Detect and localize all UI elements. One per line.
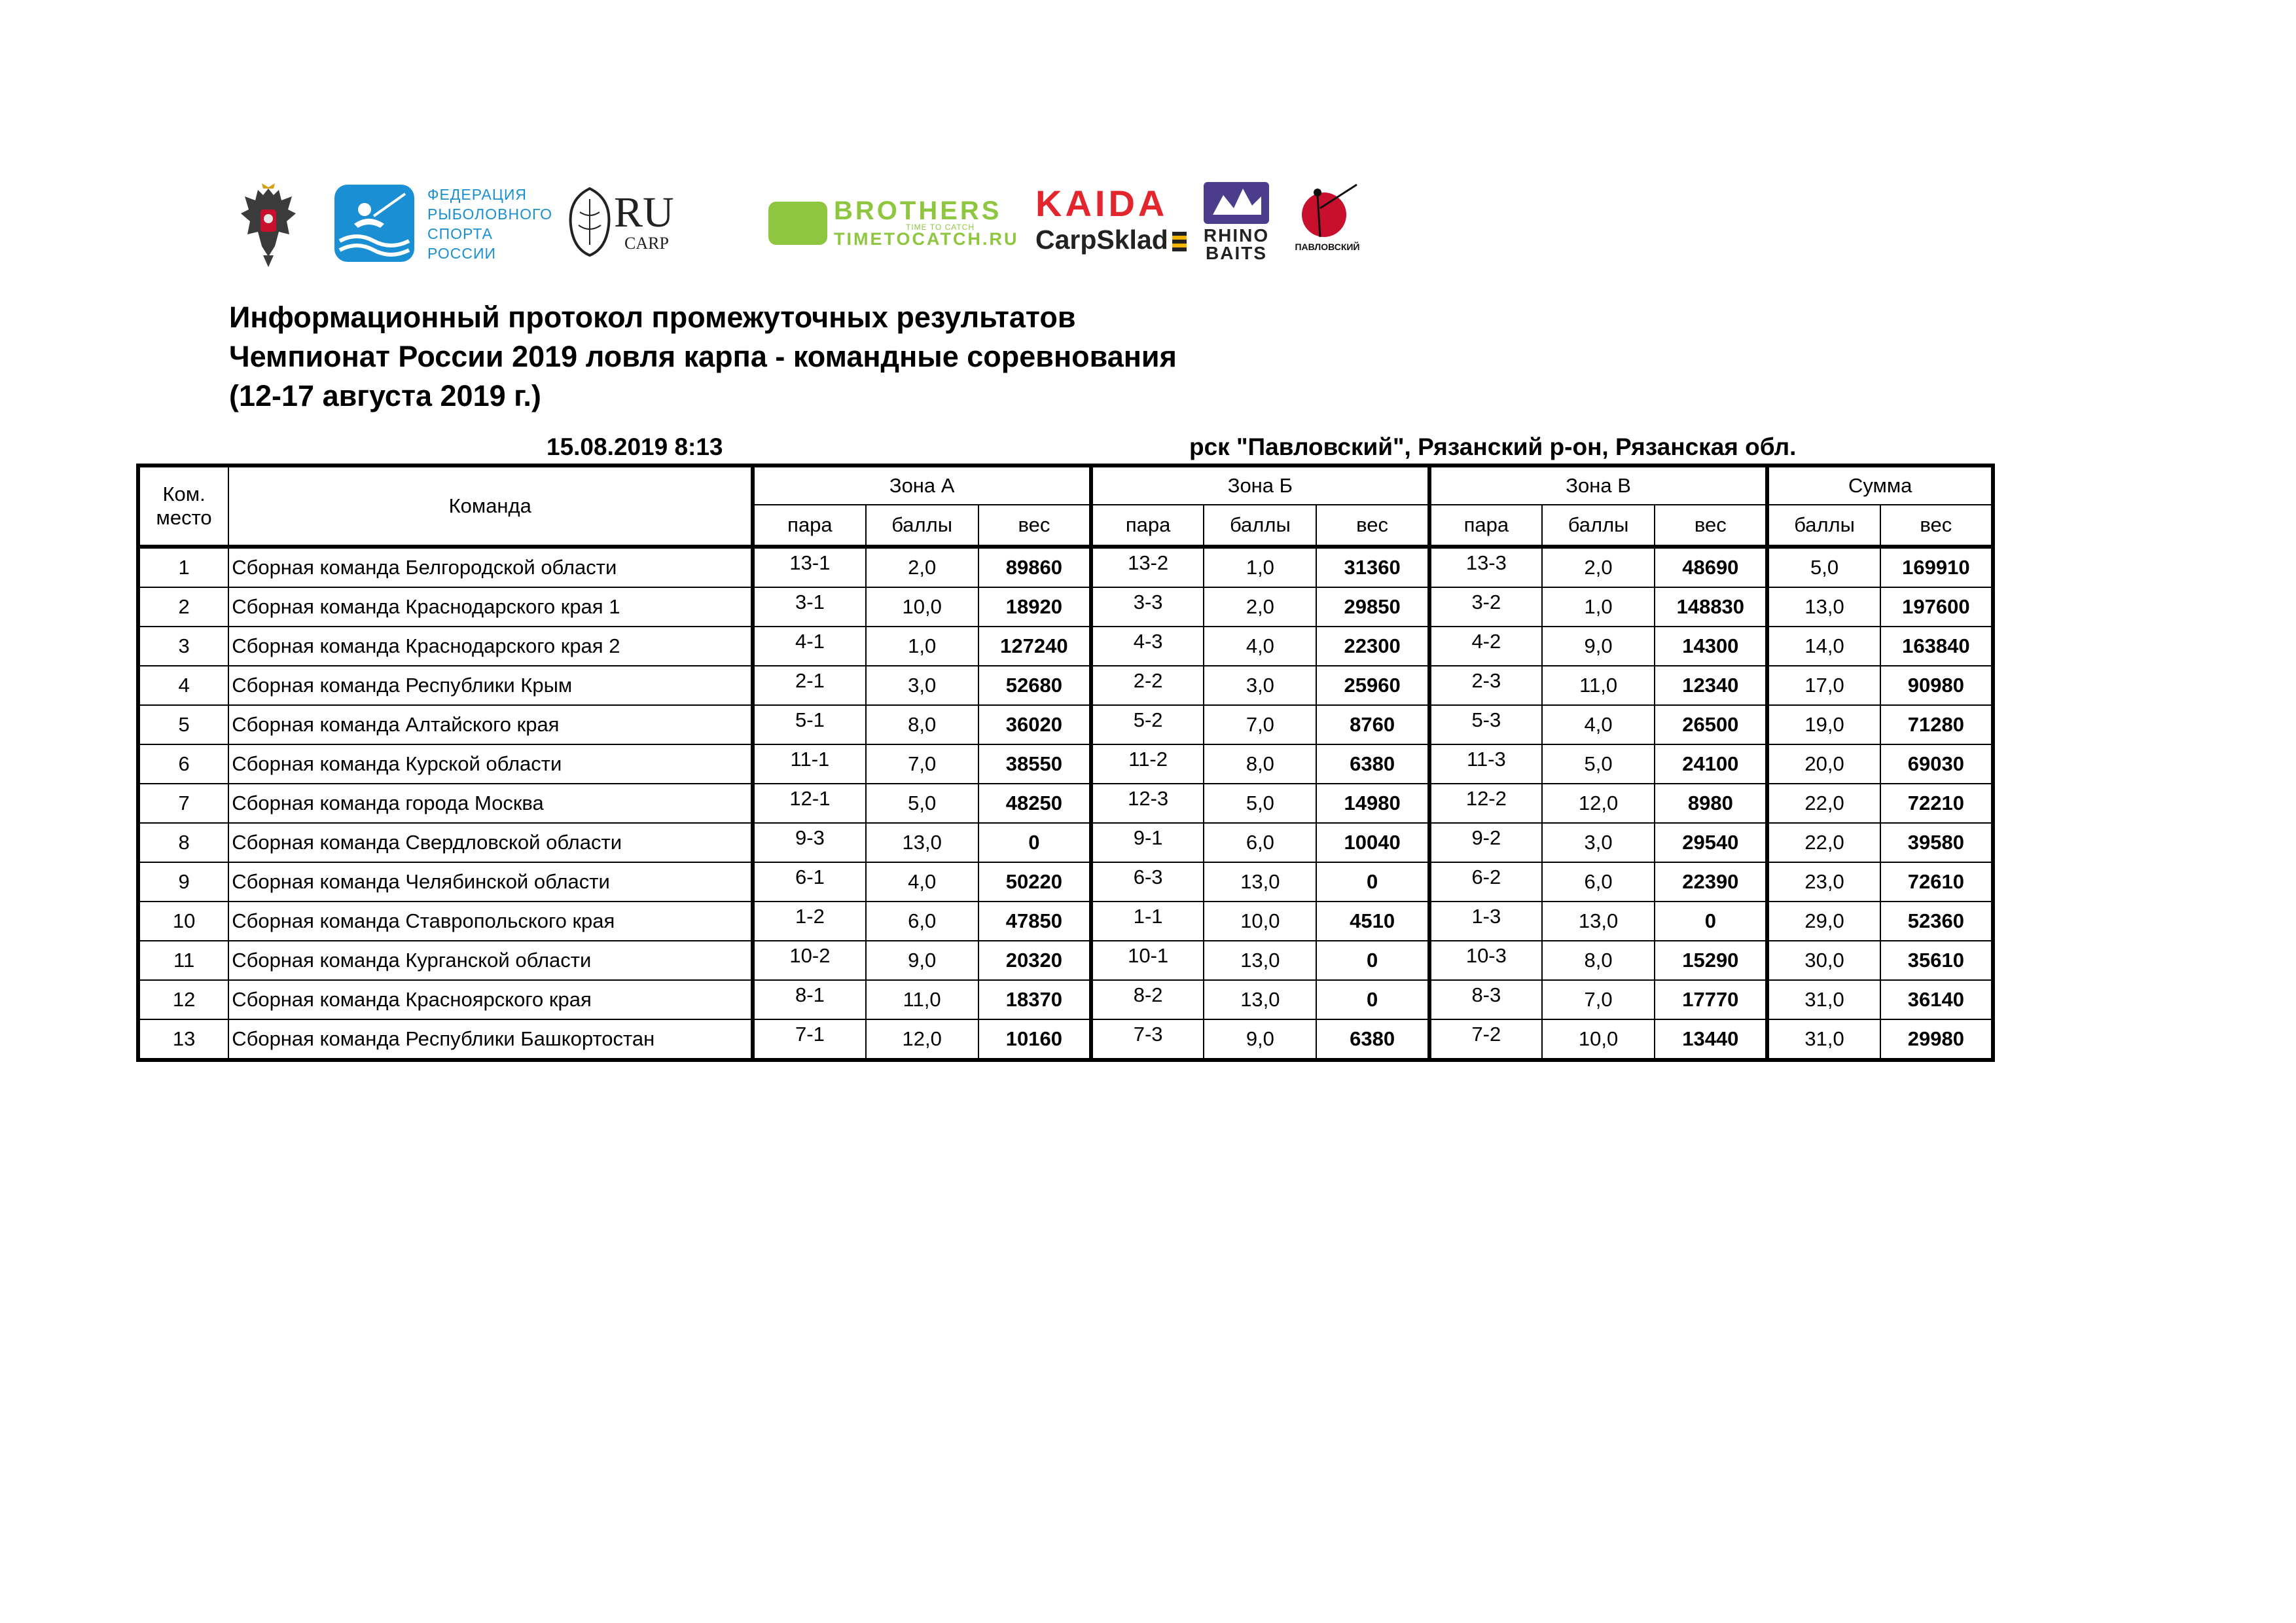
header-sum-points: баллы	[1767, 505, 1880, 547]
cell-zone-b-points: 13,0	[1204, 862, 1316, 902]
cell-sum-points: 30,0	[1767, 941, 1880, 980]
cell-zone-a-pair: 10-2	[753, 941, 865, 980]
cell-sum-points: 14,0	[1767, 627, 1880, 666]
cell-zone-b-points: 4,0	[1204, 627, 1316, 666]
federation-name: ФЕДЕРАЦИЯ РЫБОЛОВНОГО СПОРТА РОССИИ	[427, 186, 553, 262]
header-team: Команда	[228, 465, 753, 547]
cell-team: Сборная команда Курганской области	[228, 941, 753, 980]
cell-zone-c-points: 10,0	[1542, 1019, 1655, 1060]
header-sum-weight: вес	[1880, 505, 1993, 547]
carpsklad-logo: CarpSklad	[1035, 224, 1186, 255]
cell-zone-a-pair: 7-1	[753, 1019, 865, 1060]
table-row	[138, 1019, 1993, 1060]
cell-zone-b-points: 1,0	[1204, 547, 1316, 587]
cell-zone-a-pair: 11-1	[753, 744, 865, 784]
cell-zone-a-pair: 1-2	[753, 902, 865, 941]
header-c-pair: пара	[1429, 505, 1542, 547]
cell-zone-c-pair: 8-3	[1429, 980, 1542, 1019]
cell-sum-points: 20,0	[1767, 744, 1880, 784]
header-b-points: баллы	[1204, 505, 1316, 547]
cell-place: 2	[138, 587, 228, 627]
title-line-2: Чемпионат России 2019 ловля карпа - командные соревнования	[229, 340, 1177, 373]
rucarp-logo: RU CARP	[614, 189, 674, 253]
cell-team: Сборная команда Челябинской области	[228, 862, 753, 902]
cell-sum-weight: 52360	[1880, 902, 1993, 941]
carpsklad-icon	[1172, 232, 1187, 251]
header-zone-c: Зона В	[1429, 465, 1768, 505]
cell-zone-b-weight: 0	[1316, 941, 1429, 980]
cell-zone-b-pair: 11-2	[1091, 744, 1204, 784]
cell-zone-c-points: 1,0	[1542, 587, 1655, 627]
cell-zone-b-pair: 10-1	[1091, 941, 1204, 980]
cell-zone-b-pair: 2-2	[1091, 666, 1204, 705]
header-a-weight: вес	[978, 505, 1091, 547]
cell-zone-c-weight: 14300	[1655, 627, 1767, 666]
header-a-points: баллы	[866, 505, 978, 547]
cell-zone-c-pair: 5-3	[1429, 705, 1542, 744]
results-table	[136, 464, 1995, 1062]
cell-sum-weight: 163840	[1880, 627, 1993, 666]
cell-place: 3	[138, 627, 228, 666]
cell-place: 13	[138, 1019, 228, 1060]
cell-zone-c-weight: 48690	[1655, 547, 1767, 587]
cell-zone-a-pair: 8-1	[753, 980, 865, 1019]
cell-zone-b-weight: 29850	[1316, 587, 1429, 627]
cell-zone-a-weight: 20320	[978, 941, 1091, 980]
cell-zone-b-weight: 25960	[1316, 666, 1429, 705]
header-a-pair: пара	[753, 505, 865, 547]
header-zone-b: Зона Б	[1091, 465, 1429, 505]
cell-place: 4	[138, 666, 228, 705]
cell-zone-c-pair: 6-2	[1429, 862, 1542, 902]
cell-zone-a-weight: 48250	[978, 784, 1091, 823]
cell-team: Сборная команда Краснодарского края 1	[228, 587, 753, 627]
header-c-points: баллы	[1542, 505, 1655, 547]
header-b-pair: пара	[1091, 505, 1204, 547]
cell-zone-c-weight: 12340	[1655, 666, 1767, 705]
cell-zone-b-points: 13,0	[1204, 980, 1316, 1019]
cell-zone-c-points: 2,0	[1542, 547, 1655, 587]
cell-place: 11	[138, 941, 228, 980]
fishing-federation-icon	[334, 185, 414, 262]
table-row	[138, 547, 1993, 587]
cell-place: 12	[138, 980, 228, 1019]
cell-zone-a-points: 7,0	[866, 744, 978, 784]
header-sum: Сумма	[1767, 465, 1993, 505]
cell-zone-b-pair: 9-1	[1091, 823, 1204, 862]
table-row	[138, 941, 1993, 980]
cell-zone-c-pair: 2-3	[1429, 666, 1542, 705]
cell-zone-a-weight: 89860	[978, 547, 1091, 587]
cell-zone-c-points: 13,0	[1542, 902, 1655, 941]
cell-zone-c-pair: 3-2	[1429, 587, 1542, 627]
header-b-weight: вес	[1316, 505, 1429, 547]
cell-zone-c-weight: 29540	[1655, 823, 1767, 862]
cell-sum-points: 13,0	[1767, 587, 1880, 627]
cell-place: 7	[138, 784, 228, 823]
cell-zone-a-points: 5,0	[866, 784, 978, 823]
cell-zone-b-weight: 22300	[1316, 627, 1429, 666]
document-title	[229, 298, 1177, 416]
table-row	[138, 862, 1993, 902]
cell-place: 8	[138, 823, 228, 862]
cell-zone-a-weight: 36020	[978, 705, 1091, 744]
cell-team: Сборная команда Республики Крым	[228, 666, 753, 705]
cell-sum-weight: 36140	[1880, 980, 1993, 1019]
cell-sum-points: 31,0	[1767, 980, 1880, 1019]
cell-sum-points: 29,0	[1767, 902, 1880, 941]
cell-zone-c-weight: 24100	[1655, 744, 1767, 784]
cell-zone-c-pair: 12-2	[1429, 784, 1542, 823]
cell-sum-weight: 69030	[1880, 744, 1993, 784]
cell-sum-points: 31,0	[1767, 1019, 1880, 1060]
coat-of-arms-logo	[241, 183, 296, 268]
cell-team: Сборная команда Краснодарского края 2	[228, 627, 753, 666]
cell-zone-b-weight: 6380	[1316, 744, 1429, 784]
header-c-weight: вес	[1655, 505, 1767, 547]
cell-zone-a-points: 3,0	[866, 666, 978, 705]
protocol-date: 15.08.2019 8:13	[547, 433, 723, 460]
pavlovsky-logo: ПАВЛОВСКИЙ	[1287, 182, 1368, 252]
cell-zone-c-points: 4,0	[1542, 705, 1655, 744]
cell-zone-b-pair: 4-3	[1091, 627, 1204, 666]
title-line-1: Информационный протокол промежуточных результатов	[229, 301, 1076, 334]
cell-zone-a-weight: 10160	[978, 1019, 1091, 1060]
cell-zone-c-pair: 4-2	[1429, 627, 1542, 666]
cell-team: Сборная команда города Москва	[228, 784, 753, 823]
cell-zone-c-weight: 15290	[1655, 941, 1767, 980]
table-row	[138, 902, 1993, 941]
cell-zone-c-points: 3,0	[1542, 823, 1655, 862]
cell-zone-c-points: 5,0	[1542, 744, 1655, 784]
cell-zone-a-points: 10,0	[866, 587, 978, 627]
cell-team: Сборная команда Красноярского края	[228, 980, 753, 1019]
cell-zone-c-weight: 148830	[1655, 587, 1767, 627]
cell-zone-c-points: 7,0	[1542, 980, 1655, 1019]
cell-zone-c-weight: 17770	[1655, 980, 1767, 1019]
cell-zone-b-pair: 3-3	[1091, 587, 1204, 627]
cell-zone-c-points: 11,0	[1542, 666, 1655, 705]
cell-zone-a-points: 8,0	[866, 705, 978, 744]
kaida-logo: KAIDA CarpSklad	[1035, 183, 1186, 255]
cell-sum-points: 22,0	[1767, 823, 1880, 862]
cell-zone-c-pair: 1-3	[1429, 902, 1542, 941]
cell-place: 9	[138, 862, 228, 902]
table-row	[138, 627, 1993, 666]
cell-zone-b-points: 9,0	[1204, 1019, 1316, 1060]
brothers-logo: BROTHERS TIME TO CATCH TIMETOCATCH.RU	[768, 196, 1018, 250]
cell-zone-b-pair: 8-2	[1091, 980, 1204, 1019]
cell-zone-b-weight: 31360	[1316, 547, 1429, 587]
cell-team: Сборная команда Белгородской области	[228, 547, 753, 587]
cell-sum-points: 19,0	[1767, 705, 1880, 744]
cell-zone-b-pair: 13-2	[1091, 547, 1204, 587]
cell-sum-weight: 29980	[1880, 1019, 1993, 1060]
cell-zone-c-pair: 7-2	[1429, 1019, 1542, 1060]
cell-zone-c-weight: 0	[1655, 902, 1767, 941]
table-row	[138, 784, 1993, 823]
brothers-mark-icon	[768, 202, 827, 245]
cell-place: 1	[138, 547, 228, 587]
cell-sum-weight: 35610	[1880, 941, 1993, 980]
cell-sum-weight: 71280	[1880, 705, 1993, 744]
cell-zone-c-points: 9,0	[1542, 627, 1655, 666]
cell-zone-b-weight: 6380	[1316, 1019, 1429, 1060]
cell-zone-a-pair: 9-3	[753, 823, 865, 862]
table-row	[138, 587, 1993, 627]
table-row	[138, 823, 1993, 862]
cell-zone-b-pair: 1-1	[1091, 902, 1204, 941]
cell-zone-a-points: 9,0	[866, 941, 978, 980]
cell-zone-b-weight: 4510	[1316, 902, 1429, 941]
cell-zone-b-points: 13,0	[1204, 941, 1316, 980]
cell-team: Сборная команда Курской области	[228, 744, 753, 784]
cell-zone-a-weight: 52680	[978, 666, 1091, 705]
cell-zone-a-points: 2,0	[866, 547, 978, 587]
cell-zone-b-points: 10,0	[1204, 902, 1316, 941]
cell-sum-weight: 72210	[1880, 784, 1993, 823]
cell-zone-c-pair: 13-3	[1429, 547, 1542, 587]
cell-zone-c-points: 8,0	[1542, 941, 1655, 980]
table-row	[138, 744, 1993, 784]
cell-zone-a-points: 6,0	[866, 902, 978, 941]
cell-zone-b-weight: 10040	[1316, 823, 1429, 862]
cell-sum-weight: 197600	[1880, 587, 1993, 627]
cell-zone-c-pair: 9-2	[1429, 823, 1542, 862]
cell-zone-b-points: 2,0	[1204, 587, 1316, 627]
table-row	[138, 666, 1993, 705]
cell-zone-a-points: 11,0	[866, 980, 978, 1019]
cell-zone-b-pair: 7-3	[1091, 1019, 1204, 1060]
cell-zone-c-weight: 8980	[1655, 784, 1767, 823]
cell-zone-a-weight: 50220	[978, 862, 1091, 902]
header-place: Ком. место	[138, 465, 228, 547]
cell-zone-b-pair: 5-2	[1091, 705, 1204, 744]
cell-zone-c-pair: 10-3	[1429, 941, 1542, 980]
cell-zone-a-weight: 18920	[978, 587, 1091, 627]
table-row	[138, 980, 1993, 1019]
cell-sum-weight: 90980	[1880, 666, 1993, 705]
cell-zone-b-points: 8,0	[1204, 744, 1316, 784]
cell-sum-points: 23,0	[1767, 862, 1880, 902]
logos-row	[241, 177, 1386, 275]
rhino-baits-logo: RHINO BAITS	[1202, 182, 1270, 263]
cell-zone-b-points: 7,0	[1204, 705, 1316, 744]
cell-place: 6	[138, 744, 228, 784]
cell-zone-c-weight: 26500	[1655, 705, 1767, 744]
cell-team: Сборная команда Республики Башкортостан	[228, 1019, 753, 1060]
cell-zone-c-points: 6,0	[1542, 862, 1655, 902]
cell-zone-c-pair: 11-3	[1429, 744, 1542, 784]
cell-zone-b-pair: 12-3	[1091, 784, 1204, 823]
title-line-3: (12-17 августа 2019 г.)	[229, 379, 541, 412]
cell-zone-a-weight: 0	[978, 823, 1091, 862]
cell-zone-a-weight: 38550	[978, 744, 1091, 784]
cell-zone-a-pair: 5-1	[753, 705, 865, 744]
cell-team: Сборная команда Ставропольского края	[228, 902, 753, 941]
cell-zone-a-weight: 127240	[978, 627, 1091, 666]
cell-team: Сборная команда Алтайского края	[228, 705, 753, 744]
cell-sum-weight: 39580	[1880, 823, 1993, 862]
cell-zone-a-points: 12,0	[866, 1019, 978, 1060]
cell-zone-a-pair: 2-1	[753, 666, 865, 705]
header-zone-a: Зона А	[753, 465, 1091, 505]
table-row	[138, 705, 1993, 744]
cell-zone-b-weight: 8760	[1316, 705, 1429, 744]
venue: рск "Павловский", Рязанский р-он, Рязанская обл.	[1189, 433, 1797, 460]
cell-zone-a-weight: 47850	[978, 902, 1091, 941]
cell-zone-c-points: 12,0	[1542, 784, 1655, 823]
cell-zone-a-pair: 6-1	[753, 862, 865, 902]
cell-place: 10	[138, 902, 228, 941]
cell-zone-a-pair: 13-1	[753, 547, 865, 587]
cell-zone-c-weight: 22390	[1655, 862, 1767, 902]
pavlovsky-fisher-icon	[1291, 182, 1363, 238]
cell-zone-b-weight: 0	[1316, 862, 1429, 902]
cell-sum-points: 5,0	[1767, 547, 1880, 587]
cell-sum-weight: 169910	[1880, 547, 1993, 587]
cell-zone-a-points: 1,0	[866, 627, 978, 666]
cell-zone-a-points: 4,0	[866, 862, 978, 902]
cell-zone-a-pair: 4-1	[753, 627, 865, 666]
cell-zone-b-weight: 14980	[1316, 784, 1429, 823]
cell-zone-b-points: 6,0	[1204, 823, 1316, 862]
cell-zone-a-pair: 12-1	[753, 784, 865, 823]
cell-sum-points: 22,0	[1767, 784, 1880, 823]
rhino-icon	[1204, 182, 1269, 224]
carp-fish-icon	[560, 186, 619, 258]
cell-zone-b-points: 5,0	[1204, 784, 1316, 823]
cell-zone-a-pair: 3-1	[753, 587, 865, 627]
cell-zone-b-weight: 0	[1316, 980, 1429, 1019]
cell-place: 5	[138, 705, 228, 744]
cell-zone-b-points: 3,0	[1204, 666, 1316, 705]
cell-zone-c-weight: 13440	[1655, 1019, 1767, 1060]
cell-zone-a-weight: 18370	[978, 980, 1091, 1019]
cell-zone-a-points: 13,0	[866, 823, 978, 862]
cell-zone-b-pair: 6-3	[1091, 862, 1204, 902]
cell-sum-weight: 72610	[1880, 862, 1993, 902]
cell-sum-points: 17,0	[1767, 666, 1880, 705]
cell-team: Сборная команда Свердловской области	[228, 823, 753, 862]
